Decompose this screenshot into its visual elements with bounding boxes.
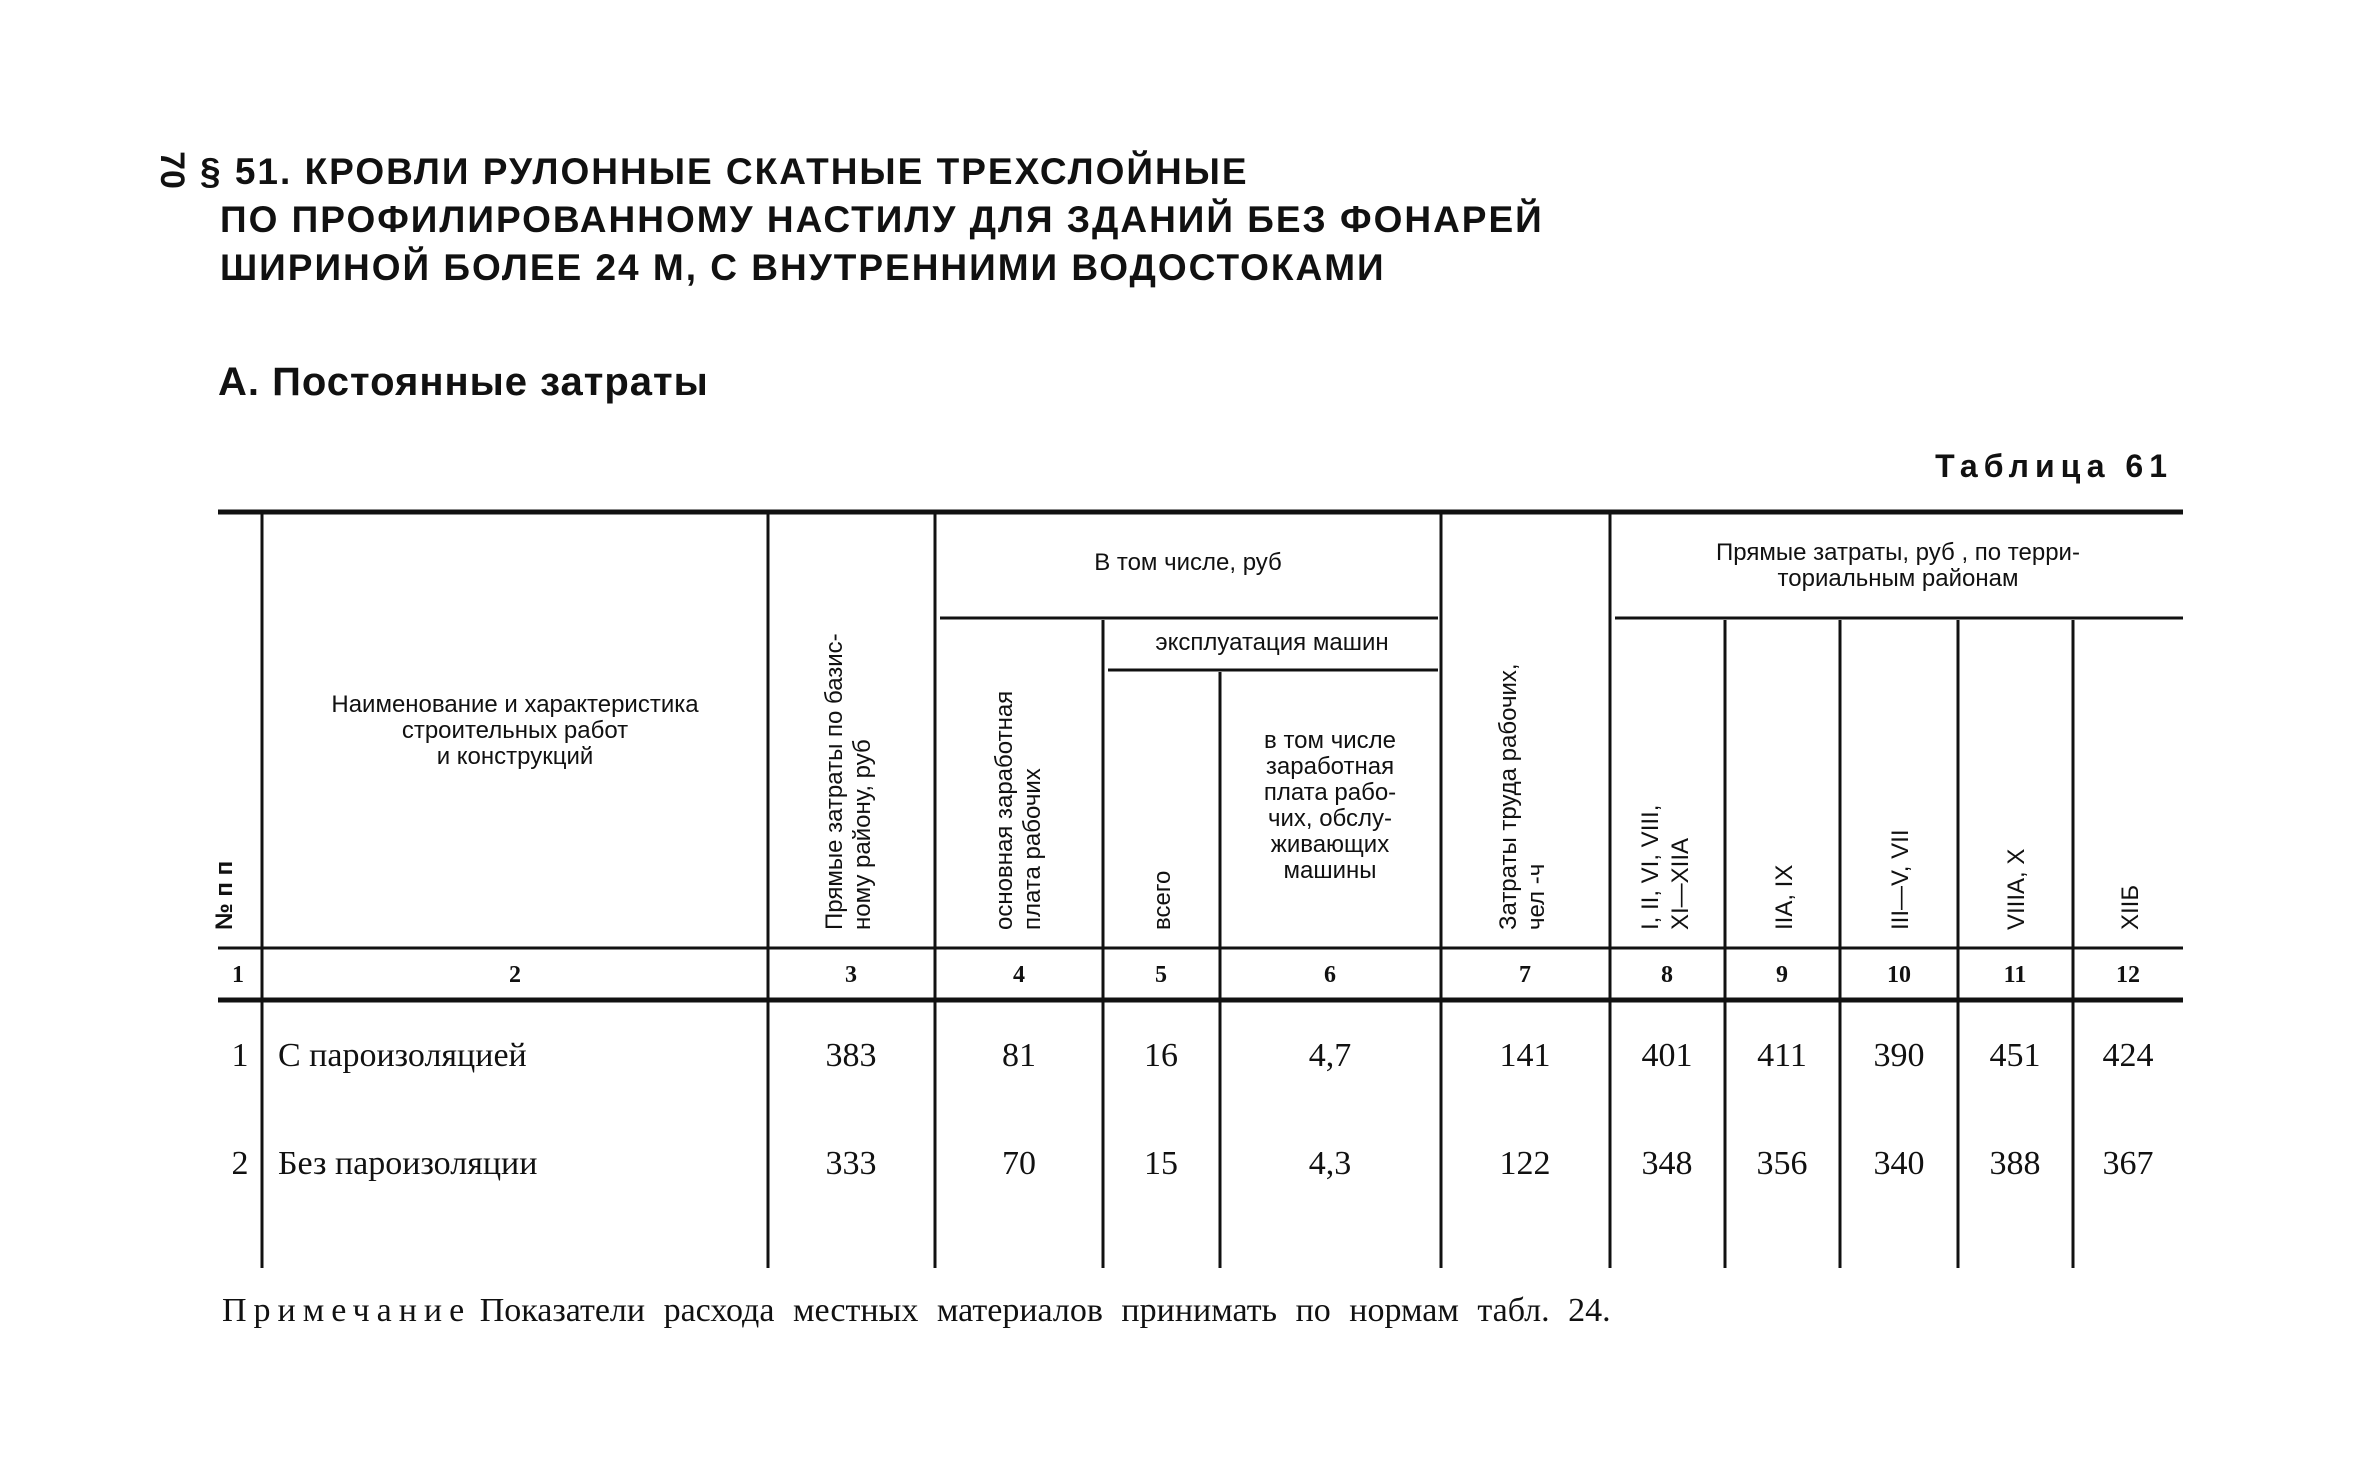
header-col3-line2: ному району, руб	[849, 739, 876, 930]
row1-c10: 390	[1873, 1037, 1925, 1074]
header-col11: VIIIА, X	[2003, 848, 2030, 930]
header-col4-line1: основная заработная	[991, 690, 1018, 930]
row1-c6: 4,7	[1308, 1037, 1352, 1074]
row2-c5: 15	[1144, 1145, 1178, 1182]
colnum-7: 7	[1519, 962, 1531, 988]
colnum-8: 8	[1661, 962, 1673, 988]
table-note	[222, 1292, 1611, 1330]
colnum-1: 1	[232, 962, 244, 988]
header-col8-line1: I, II, VI, VIII,	[1637, 804, 1664, 930]
section-title-line3: ШИРИНОЙ БОЛЕЕ 24 М, С ВНУТРЕННИМИ ВОДОСТОКАМИ	[220, 247, 1386, 288]
row2-c4: 70	[1002, 1145, 1036, 1182]
header-col7-line2: чел -ч	[1523, 863, 1550, 930]
table-label: Таблица 61	[1935, 448, 2173, 484]
colnum-3: 3	[845, 962, 857, 988]
row1-c3: 383	[825, 1037, 877, 1074]
row1-name: С пароизоляцией	[278, 1037, 527, 1074]
header-col9: IIА, IX	[1771, 864, 1798, 930]
table-row	[232, 1145, 2154, 1182]
page-number: 70	[153, 151, 191, 189]
header-group-regions-line1: Прямые затраты, руб , по терри-	[1716, 539, 2080, 566]
header-group-regions-line2: ториальным районам	[1777, 565, 2019, 592]
row2-c10: 340	[1873, 1145, 1925, 1182]
row2-c3: 333	[825, 1145, 877, 1182]
section-title-line1: § 51. КРОВЛИ РУЛОННЫЕ СКАТНЫЕ ТРЕХСЛОЙНЫЕ	[200, 151, 1249, 192]
header-group-incl: В том числе, руб	[1094, 549, 1282, 576]
row1-c8: 401	[1641, 1037, 1693, 1074]
header-group-machines: эксплуатация машин	[1155, 629, 1389, 656]
row2-c12: 367	[2102, 1145, 2154, 1182]
colnum-12: 12	[2116, 962, 2140, 988]
subsection-title: А. Постоянные затраты	[218, 360, 709, 404]
header-col7-line1: Затраты труда рабочих,	[1495, 663, 1522, 930]
colnum-4: 4	[1013, 962, 1025, 988]
row2-c8: 348	[1641, 1145, 1693, 1182]
header-col2-line1: Наименование и характеристика	[331, 691, 699, 718]
row1-c12: 424	[2102, 1037, 2154, 1074]
colnum-10: 10	[1887, 962, 1911, 988]
colnum-5: 5	[1155, 962, 1167, 988]
header-col6-line6: машины	[1283, 857, 1377, 884]
row2-c6: 4,3	[1308, 1145, 1352, 1182]
row2-n: 2	[231, 1145, 249, 1182]
colnum-6: 6	[1324, 962, 1336, 988]
row1-c5: 16	[1144, 1037, 1178, 1074]
header-col6-line5: живающих	[1270, 831, 1390, 858]
row2-c11: 388	[1989, 1145, 2041, 1182]
row1-n: 1	[231, 1037, 249, 1074]
row2-name: Без пароизоляции	[278, 1145, 538, 1182]
header-col2-line2: строительных работ	[401, 717, 629, 744]
header-col5: всего	[1149, 870, 1176, 930]
header-col10: III—V, VII	[1887, 829, 1914, 930]
note-label: Примечание	[222, 1292, 472, 1329]
header-col1: № п п	[211, 860, 238, 930]
header-col6-line4: чих, обслу-	[1267, 805, 1393, 832]
header-col6-line1: в том числе	[1264, 727, 1396, 754]
header-col12: XIIБ	[2117, 884, 2144, 930]
header-col6-line2: заработная	[1265, 753, 1395, 780]
header-col2-line3: и конструкций	[436, 743, 594, 770]
header-col3-line1: Прямые затраты по базис-	[821, 633, 848, 930]
header-col4-line2: плата рабочих	[1019, 768, 1046, 930]
row1-c11: 451	[1989, 1037, 2041, 1074]
colnum-11: 11	[2003, 962, 2027, 988]
row1-c4: 81	[1002, 1037, 1036, 1074]
colnum-9: 9	[1776, 962, 1788, 988]
note-text: Показатели расхода местных материалов принимать по нормам табл. 24.	[479, 1292, 1611, 1329]
colnum-2: 2	[509, 962, 521, 988]
row2-c7: 122	[1499, 1145, 1551, 1182]
row1-c9: 411	[1757, 1037, 1807, 1074]
row2-c9: 356	[1756, 1145, 1808, 1182]
header-col6-line3: плата рабо-	[1263, 779, 1397, 806]
header-col8-line2: XI—XIIА	[1667, 837, 1694, 930]
section-title-line2: ПО ПРОФИЛИРОВАННОМУ НАСТИЛУ ДЛЯ ЗДАНИЙ БЕЗ ФОНАРЕЙ	[220, 199, 1544, 240]
row1-c7: 141	[1499, 1037, 1551, 1074]
table-row	[232, 1037, 2154, 1074]
